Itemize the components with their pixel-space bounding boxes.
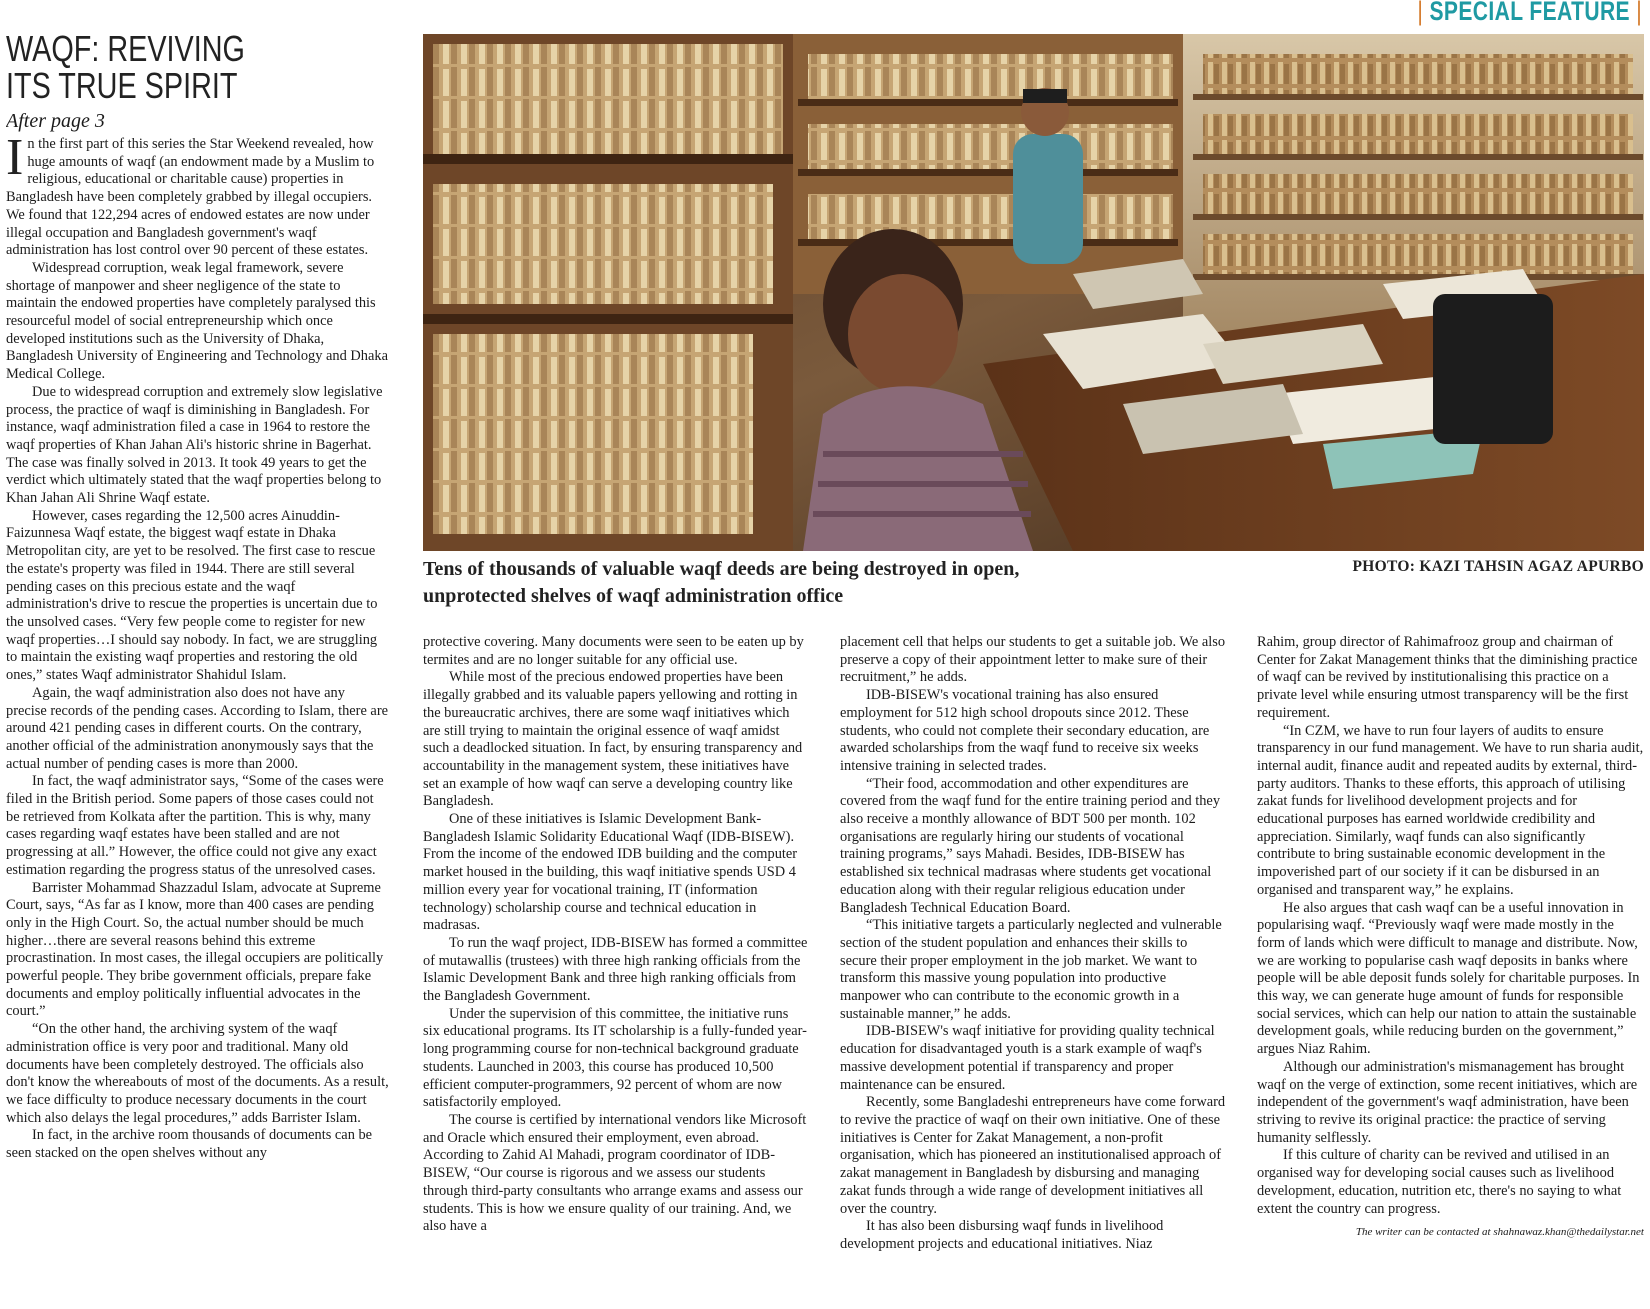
section-tag bbox=[1417, 0, 1642, 27]
article-paragraph: Widespread corruption, weak legal framework, severe shortage of manpower and sheer negligence of the state to maintain the endowed properties have completely paralysed this resourceful model of social entrepreneurship which once developed institutions such as the University of Dhaka, Bangladesh University of Engineering and Technology and Dhaka Medical College. bbox=[6, 259, 388, 383]
article-column-4 bbox=[1257, 634, 1644, 1309]
article-column-1 bbox=[6, 30, 389, 1309]
article-paragraph: In fact, the waqf administrator says, “Some of the cases were filed in the British period. Some papers of those cases could not be retrieved from Kolkata after the partition. This is why, many cases regarding waqf estates have been stalled and are not progressing at all.” However, the office could not give any exact estimation regarding the progress status of the unresolved cases. bbox=[6, 773, 384, 878]
section-tag-divider: | bbox=[1636, 0, 1642, 26]
section-label: SPECIAL FEATURE bbox=[1429, 0, 1630, 26]
article-paragraph: placement cell that helps our students to get a suitable job. We also preserve a copy of their appointment letter to make sure of their recruitment,” he adds. bbox=[840, 634, 1226, 686]
article-paragraph: Barrister Mohammad Shazzadul Islam, advocate at Supreme Court, says, “As far as I know, more than 400 cases are pending only in the High Court. So, the actual number should be much higher…there are several reasons behind this extreme procrastination. In most cases, the illegal occupiers are politically powerful people. They bribe government officials, prepare fake documents and employ politically influential advocates in the court.” bbox=[6, 879, 384, 1020]
article-paragraph: “In CZM, we have to run four layers of audits to ensure transparency in our fund management. We have to run sharia audit, internal audit, finance audit and repeated audits by external, third-party auditors. Thanks to these efforts, this approach of utilising zakat funds for livelihood development projects and for educational purposes has earned worldwide credibility and appreciation. Similarly, waqf funds can also significantly contribute to bring sustainable economic development in the impoverished part of our society if it can be disbursed in an organised and transparent way,” he explains. bbox=[1257, 722, 1644, 898]
article-paragraph: “This initiative targets a particularly neglected and vulnerable section of the student population and enhances their skills to secure their proper employment in the job market. We want to transform this massive young population into productive manpower who can contribute to the economic growth in a sustainable manner,” he adds. bbox=[840, 917, 1222, 1022]
article-column-2 bbox=[423, 634, 808, 1309]
article-paragraph: It has also been disbursing waqf funds in livelihood development projects and educational initiatives. Niaz bbox=[840, 1218, 1164, 1252]
article-paragraph: The course is certified by international vendors like Microsoft and Oracle which ensured their employment, even abroad. According to Zahid Al Mahadi, program coordinator of IDB-BISEW, “Our course is rigorous and we assess our students through third-party consultants who arrange exams and assess our students. This is how we ensure quality of our training. And, we also have a bbox=[423, 1111, 807, 1235]
kicker: After page 3 bbox=[6, 110, 105, 132]
article-paragraph: Again, the waqf administration also does not have any precise records of the pending cases. According to Islam, there are around 421 pending cases in different courts. On the contrary, another official of the administration anonymously says that the actual number of pending cases is more than 2000. bbox=[6, 684, 388, 772]
section-tag-divider: | bbox=[1417, 0, 1424, 26]
headline-line-2: ITS TRUE SPIRIT bbox=[6, 65, 238, 106]
article-paragraph: However, cases regarding the 12,500 acres Ainuddin-Faizunnesa Waqf estate, the biggest waqf estate in Dhaka Metropolitan city, are yet to be resolved. The first case to rescue the estate's property was filed in 1944. There are still several pending cases on this precious estate and the waqf administration's drive to rescue the properties is uncertain due to the unsolved cases. “Very few people come to register for new waqf properties…I should say nobody. In fact, we are struggling to maintain the existing waqf properties and restoring the old ones,” states Waqf administrator Shahidul Islam. bbox=[6, 507, 378, 684]
article-column-3 bbox=[840, 634, 1227, 1309]
article-paragraph: In the first part of this series the Star Weekend revealed, how huge amounts of waqf (an endowment made by a Muslim to religious, educational or charitable cause) properties in Bangladesh have been completely grabbed by illegal occupiers. We found that 122,294 acres of endowed estates are now under illegal occupation and Bangladesh government's waqf administration has lost control over 90 percent of these estates. bbox=[6, 129, 375, 259]
article-paragraph: He also argues that cash waqf can be a useful innovation in popularising waqf. “Previously waqf were made mostly in the form of lands which were difficult to manage and distribute. Now, we are working to popularise cash waqf deposits in banks where people will be able deposit funds solely for charitable purposes. In this way, we can generate huge amount of funds for responsible social services, which can help our nation to attain the sustainable development goals, while reducing burden on the government,” argues Niaz Rahim. bbox=[1257, 899, 1640, 1058]
article-paragraph: Rahim, group director of Rahimafrooz group and chairman of Center for Zakat Management thinks that the diminishing practice of waqf can be revived by institutionalising this practice on a private level while ensuring utmost transparency will be the first requirement. bbox=[1257, 634, 1638, 721]
article-paragraph: In fact, in the archive room thousands of documents can be seen stacked on the open shelves without any bbox=[6, 1127, 373, 1162]
article-paragraph: Recently, some Bangladeshi entrepreneurs have come forward to revive the practice of waqf on their own initiative. One of these initiatives is Center for Zakat Management, a non-profit organisation, which has pioneered an institutionalised approach of zakat management in Bangladesh by disbursing and managing zakat funds through a wide range of development initiatives all over the country. bbox=[840, 1094, 1226, 1217]
author-contact-note: The writer can be contacted at shahnawaz.khan@thedailystar.net bbox=[1355, 1226, 1644, 1239]
article-paragraph: protective covering. Many documents were seen to be eaten up by termites and are no longer suitable for any official use. bbox=[423, 634, 804, 668]
headline bbox=[6, 30, 389, 104]
article-paragraph: If this culture of charity can be revived and utilised in an organised way for developing social causes such as livelihood development, education, nutrition etc, there's no saying to what extent the country can progress. bbox=[1257, 1147, 1622, 1217]
article-paragraph: “Their food, accommodation and other expenditures are covered from the waqf fund for the entire training period and they also receive a monthly allowance of BDT 500 per month. 102 organisations are regularly hiring our students of vocational training programs,” says Mahadi. Besides, IDB-BISEW has established six technical madrasas where students get vocational education along with their regular religious education under Bangladesh Technical Education Board. bbox=[840, 775, 1221, 916]
article-paragraph: Under the supervision of this committee, the initiative runs six educational programs. Its IT scholarship is a fully-funded year-long programming course for non-technical background graduate students. Launched in 2003, this course has produced 10,500 efficient computer-programmers, 92 percent of whom are now satisfactorily employed. bbox=[423, 1005, 807, 1111]
photo-credit: PHOTO: KAZI TAHSIN AGAZ APURBO bbox=[1352, 558, 1644, 575]
article-paragraph: While most of the precious endowed properties have been illegally grabbed and its valuable papers yellowing and rotting in the bureaucratic archives, there are some waqf initiatives which are still trying to maintain the original essence of waqf amidst such a deadlocked situation. In fact, by ensuring transparency and accountability in the management system, these initiatives have set an example of how waqf can serve a developing country like Bangladesh. bbox=[423, 669, 803, 810]
article-paragraph: IDB-BISEW's vocational training has also ensured employment for 512 high school dropouts since 2012. These students, who could not complete their secondary education, are awarded scholarships from the waqf fund to receive six weeks intensive training in selected trades. bbox=[840, 687, 1210, 774]
article-paragraph: To run the waqf project, IDB-BISEW has formed a committee of mutawallis (trustees) with three high ranking officials from the Islamic Development Bank and three high ranking officials from the Bangladesh Government. bbox=[423, 934, 808, 1005]
drop-cap: I bbox=[6, 129, 24, 186]
article-paragraph: One of these initiatives is Islamic Development Bank-Bangladesh Islamic Solidarity Educational Waqf (IDB-BISEW). From the income of the endowed IDB building and the computer market housed in the building, this waqf initiative spends USD 4 million every year for vocational training, IT (information technology) scholarship course and technical education in madrasas. bbox=[423, 811, 798, 934]
headline-line-1: WAQF: REVIVING bbox=[6, 30, 245, 69]
article-paragraph: Due to widespread corruption and extremely slow legislative process, the practice of waqf is diminishing in Bangladesh. For instance, waqf administration filed a case in 1964 to restore the waqf properties of Khan Jahan Ali's historic shrine in Bagerhat. The case was finally solved in 2013. It took 49 years to get the verdict which ultimately stated that the waqf properties belong to Khan Jahan Ali Shrine Waqf estate. bbox=[6, 383, 383, 507]
photo-caption: Tens of thousands of valuable waqf deeds are being destroyed in open, unprotected shelves of waqf administration office bbox=[423, 558, 1020, 607]
article-paragraph: IDB-BISEW's waqf initiative for providing quality technical education for disadvantaged youth is a stark example of waqf's massive development potential if transparency and proper maintenance can be ensured. bbox=[840, 1023, 1215, 1093]
article-paragraph: Although our administration's mismanagement has brought waqf on the verge of extinction, some recent initiatives, which are independent of the government's waqf administration, have been striving to revive its original practice: the practice of serving humanity selflessly. bbox=[1257, 1058, 1638, 1146]
archive-room-photo bbox=[423, 34, 1644, 551]
article-paragraph: “On the other hand, the archiving system of the waqf administration office is very poor and traditional. Many old documents have been completely destroyed. The officials also don't know the whereabouts of most of the documents. As a result, we face difficulty to produce necessary documents in the court which also delays the legal procedures,” adds Barrister Islam. bbox=[6, 1021, 389, 1126]
